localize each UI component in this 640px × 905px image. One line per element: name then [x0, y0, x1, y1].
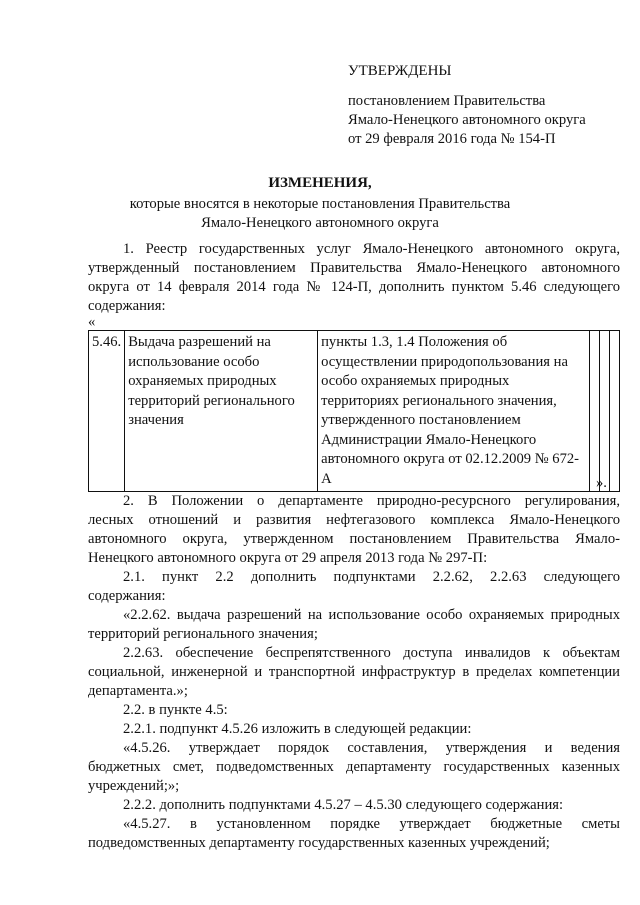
approval-title: УТВЕРЖДЕНЫ [348, 63, 452, 79]
table-row [89, 331, 620, 492]
p4526-line-2: бюджетных смет, подведомственных департаменту государственных казенных [88, 759, 620, 775]
table-cell-service: Выдача разрешений на использование особо охраняемых природных территорий регионального значения [125, 331, 318, 492]
p2262-line-1: «2.2.62. выдача разрешений на использование особо охраняемых природных [123, 607, 620, 623]
p2263-line-2: социальной, инженерной и транспортной инфраструктур в пределах компетенции [88, 664, 620, 680]
p2263-line-3: департамента.»; [88, 683, 188, 699]
p21-line-2: содержания: [88, 588, 166, 604]
table-cell-empty [600, 331, 610, 492]
p1-line-2: утвержденный постановлением Правительства Ямало-Ненецкого автономного [88, 260, 620, 276]
p2262-line-2: территорий регионального значения; [88, 626, 318, 642]
table-cell-basis: пункты 1.3, 1.4 Положения об осуществлении природопользования на особо охраняемых природных территориях регионального значения, утвержденного постановлением Администрации Ямало-Ненецкого автономного округа от 02.12.2009 № 672-А [318, 331, 590, 492]
quote-close: ». [596, 475, 607, 491]
p1-line-1: 1. Реестр государственных услуг Ямало-Ненецкого автономного округа, [123, 241, 620, 257]
p22-line: 2.2. в пункте 4.5: [123, 702, 228, 718]
table-cell-empty [590, 331, 600, 492]
approval-line-2: Ямало-Ненецкого автономного округа [348, 112, 586, 128]
registry-table [88, 330, 620, 492]
p2-line-2: лесных отношений и развития нефтегазового комплекса Ямало-Ненецкого [88, 512, 620, 528]
approval-line-1: постановлением Правительства [348, 93, 546, 109]
p4527-line-2: подведомственных департаменту государственных казенных учреждений; [88, 835, 550, 851]
p21-line-1: 2.1. пункт 2.2 дополнить подпунктами 2.2.62, 2.2.63 следующего [123, 569, 620, 585]
document-subheading-1: которые вносятся в некоторые постановления Правительства [129, 196, 511, 212]
document-heading: ИЗМЕНЕНИЯ, [268, 175, 372, 191]
p2-line-1: 2. В Положении о департаменте природно-ресурсного регулирования, [123, 493, 620, 509]
table-cell-empty [610, 331, 620, 492]
p1-line-4: содержания: [88, 298, 166, 314]
p2-line-4: Ненецкого автономного округа от 29 апреля 2013 года № 297-П: [88, 550, 488, 566]
p4526-line-3: учреждений;»; [88, 778, 180, 794]
p222-line: 2.2.2. дополнить подпунктами 4.5.27 – 4.5.30 следующего содержания: [123, 797, 564, 813]
p2263-line-1: 2.2.63. обеспечение беспрепятственного доступа инвалидов к объектам [123, 645, 620, 661]
quote-open: « [88, 314, 96, 330]
approval-line-3: от 29 февраля 2016 года № 154-П [348, 131, 556, 147]
p4526-line-1: «4.5.26. утверждает порядок составления, утверждения и ведения [123, 740, 620, 756]
document-subheading-2: Ямало-Ненецкого автономного округа [201, 215, 439, 231]
p221-line: 2.2.1. подпункт 4.5.26 изложить в следующей редакции: [123, 721, 472, 737]
p4527-line-1: «4.5.27. в установленном порядке утверждает бюджетные сметы [123, 816, 620, 832]
p2-line-3: автономного округа, утвержденном постановлением Правительства Ямало- [88, 531, 620, 547]
p1-line-3: округа от 14 февраля 2014 года № 124-П, дополнить пунктом 5.46 следующего [88, 279, 620, 295]
table-cell-number: 5.46. [89, 331, 125, 492]
